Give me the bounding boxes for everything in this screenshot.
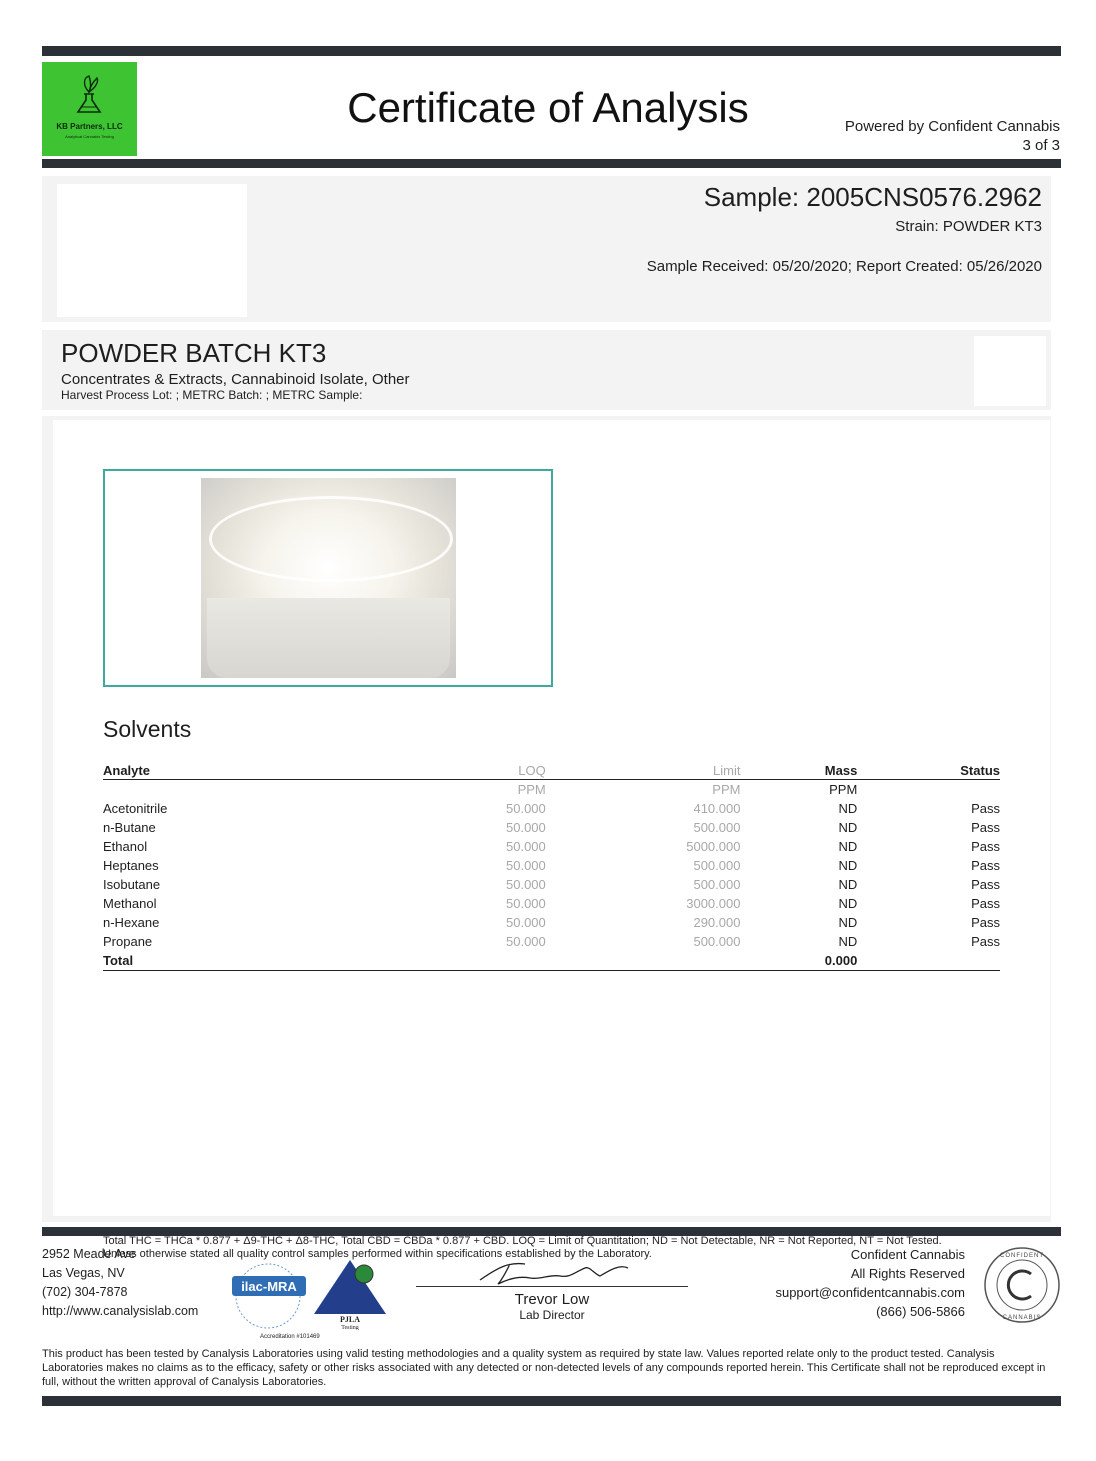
- batch-category: Concentrates & Extracts, Cannabinoid Isolate, Other: [61, 371, 410, 388]
- total-blank: [857, 951, 1000, 971]
- cc-name: Confident Cannabis: [850, 1247, 965, 1262]
- cell-loq: 50.000: [506, 858, 546, 873]
- footnote: Total THC = THCa * 0.877 + Δ9-THC + Δ8-THC, Total CBD = CBDa * 0.877 + CBD. LOQ = Limit of Quantitation; ND = Not Detectable, NR = Not Reported, NT = Not Tested. Unless otherwise stated all quality control samples performed within specifications established by the Laboratory.: [103, 1235, 942, 1260]
- batch-title: POWDER BATCH KT3: [61, 338, 327, 368]
- units-row: [103, 780, 1000, 800]
- jar-rim: [209, 496, 453, 582]
- cell-analyte: Heptanes: [103, 858, 159, 873]
- accreditation-number: Accreditation #101469: [260, 1334, 320, 1340]
- table-row: [103, 856, 1000, 875]
- cell-status: Pass: [971, 915, 1000, 930]
- cc-email[interactable]: support@confidentcannabis.com: [775, 1285, 965, 1300]
- cell-mass: ND: [838, 934, 858, 949]
- cell-status: Pass: [971, 934, 1000, 949]
- pjla-text: PJLA: [340, 1315, 360, 1324]
- cell-analyte: Ethanol: [103, 839, 148, 854]
- cell-analyte: n-Butane: [103, 820, 156, 835]
- cell-loq: 50.000: [506, 839, 546, 854]
- lab-logo-name: KB Partners, LLC: [56, 122, 123, 131]
- cell-limit: 500.000: [693, 820, 741, 835]
- col-status: Status: [857, 762, 1000, 780]
- signature-line: [416, 1264, 688, 1287]
- total-value: 0.000: [740, 951, 857, 971]
- table-row: [103, 894, 1000, 913]
- col-limit: Limit: [546, 762, 741, 780]
- unit-cell: [103, 780, 403, 800]
- cc-logo-bottom: CANNABIS: [1002, 1315, 1042, 1321]
- ilac-mra-logo: [228, 1260, 310, 1330]
- col-loq: LOQ: [403, 762, 546, 780]
- cell-status: Pass: [971, 801, 1000, 816]
- strain: Strain: POWDER KT3: [895, 218, 1042, 235]
- cc-rights: All Rights Reserved: [850, 1266, 965, 1281]
- total-blank: [546, 951, 741, 971]
- disclaimer: This product has been tested by Canalysis Laboratories using valid testing methodologies and a quality system as required by state law. Values reported relate only to the product tested. Canalysis Laboratories makes no claims as to the efficacy, safety or other risks associated with any detected or non-detected levels of any compounds reported herein. This Certificate shall not be reproduced except in full, without the written approval of Canalysis Laboratories.: [42, 1348, 1046, 1388]
- table-row: [103, 875, 1000, 894]
- cc-phone: (866) 506-5866: [876, 1304, 965, 1319]
- footer-bottom-bar: [42, 1396, 1061, 1406]
- cell-analyte: Propane: [103, 934, 153, 949]
- confident-cannabis-contact: [775, 1245, 965, 1321]
- pjla-logo: [310, 1258, 390, 1330]
- cell-analyte: n-Hexane: [103, 915, 160, 930]
- cell-mass: ND: [838, 820, 858, 835]
- cell-limit: 500.000: [693, 877, 741, 892]
- cell-limit: 500.000: [693, 934, 741, 949]
- cell-analyte: Isobutane: [103, 877, 161, 892]
- lab-address: [42, 1245, 198, 1321]
- cc-logo-top: CONFIDENT: [1000, 1253, 1044, 1259]
- lab-website[interactable]: http://www.canalysislab.com: [42, 1304, 199, 1318]
- cell-analyte: Methanol: [103, 896, 157, 911]
- cell-loq: 50.000: [506, 877, 546, 892]
- confident-cannabis-logo: [983, 1246, 1061, 1324]
- address-line2: Las Vegas, NV: [42, 1266, 125, 1280]
- col-analyte: Analyte: [103, 762, 403, 780]
- batch-meta: Harvest Process Lot: ; METRC Batch: ; METRC Sample:: [61, 388, 363, 402]
- cell-mass: ND: [838, 915, 858, 930]
- signer-title: Lab Director: [519, 1308, 585, 1322]
- cell-status: Pass: [971, 896, 1000, 911]
- address-line1: 2952 Meade Ave: [42, 1247, 136, 1261]
- table-row: [103, 837, 1000, 856]
- cell-mass: ND: [838, 896, 858, 911]
- sample-dates: Sample Received: 05/20/2020; Report Created: 05/26/2020: [646, 258, 1042, 275]
- product-photo-frame: [103, 469, 553, 687]
- unit-cell: [857, 780, 1000, 800]
- solvents-table: [103, 762, 1000, 971]
- cell-loq: 50.000: [506, 801, 546, 816]
- lab-phone: (702) 304-7878: [42, 1285, 128, 1299]
- cell-limit: 410.000: [693, 801, 741, 816]
- header-bottom-bar: [42, 159, 1061, 168]
- cell-status: Pass: [971, 839, 1000, 854]
- table-row: [103, 818, 1000, 837]
- table-row: [103, 932, 1000, 951]
- sample-id: Sample: 2005CNS0576.2962: [703, 182, 1042, 212]
- cell-limit: 290.000: [693, 915, 741, 930]
- cell-limit: 3000.000: [686, 896, 741, 911]
- cell-analyte: Acetonitrile: [103, 801, 168, 816]
- cell-mass: ND: [838, 877, 858, 892]
- cell-status: Pass: [971, 858, 1000, 873]
- unit-cell: PPM: [712, 782, 741, 797]
- unit-cell: PPM: [829, 782, 858, 797]
- cell-mass: ND: [838, 839, 858, 854]
- page-title: Certificate of Analysis: [347, 84, 749, 131]
- top-bar: [42, 46, 1061, 56]
- cell-status: Pass: [971, 820, 1000, 835]
- powered-by: Powered by Confident Cannabis: [844, 118, 1060, 135]
- cell-status: Pass: [971, 877, 1000, 892]
- cell-mass: ND: [838, 858, 858, 873]
- total-label: Total: [103, 951, 403, 971]
- cell-loq: 50.000: [506, 896, 546, 911]
- lab-logo-tagline: Analytical Cannabis Testing: [65, 134, 114, 139]
- ilac-text: ilac-MRA: [241, 1279, 297, 1294]
- sample-image-placeholder: [57, 184, 247, 317]
- cell-loq: 50.000: [506, 934, 546, 949]
- product-photo: [201, 478, 456, 678]
- table-row: [103, 799, 1000, 818]
- cell-loq: 50.000: [506, 820, 546, 835]
- cell-loq: 50.000: [506, 915, 546, 930]
- cell-mass: ND: [838, 801, 858, 816]
- cell-limit: 5000.000: [686, 839, 741, 854]
- page-number: 3 of 3: [1022, 137, 1060, 154]
- qr-placeholder: [974, 336, 1046, 406]
- col-mass: Mass: [740, 762, 857, 780]
- table-row: [103, 913, 1000, 932]
- unit-cell: PPM: [517, 782, 546, 797]
- cell-limit: 500.000: [693, 858, 741, 873]
- total-blank: [403, 951, 546, 971]
- jar-base: [207, 598, 450, 678]
- total-row: [103, 951, 1000, 971]
- solvents-title: Solvents: [103, 716, 192, 742]
- signer-name: Trevor Low: [514, 1291, 590, 1308]
- pjla-sub: Testing: [341, 1325, 359, 1330]
